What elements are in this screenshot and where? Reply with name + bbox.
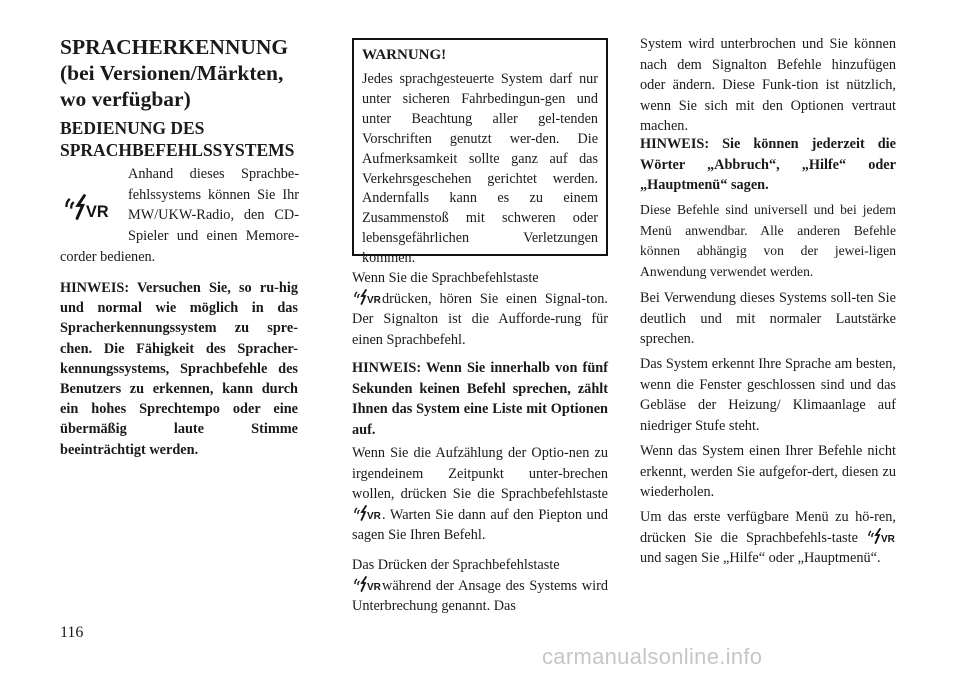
warning-text: Jedes sprachgesteuerte System darf nur unter sicheren Fahrbedingun-gen und unter Beachtung aller gel-tenden Vorschriften genutzt wer-den. Die Aufmerksamkeit sollte ganz auf das Verkehrsgeschehen gerichtet werden. Andernfalls kann es zu einem Zusammenstoß mit schweren oder lebensgefährlichen Verletzungen kommen. (362, 71, 598, 267)
paragraph-3-text-a: Das Drücken der Sprachbefehlstaste (352, 557, 560, 573)
vr-voice-icon (352, 289, 382, 305)
intro-line: Spieler und einen Memore- (128, 227, 299, 244)
note-paragraph: HINWEIS: Wenn Sie innerhalb von fünf Sekunden keinen Befehl sprechen, zählt Ihnen das System eine Liste mit Optionen auf. (352, 360, 608, 438)
paragraph-2 (352, 443, 608, 546)
paragraph-3: Bei Verwendung dieses Systems soll-ten Sie deutlich und mit normaler Lautstärke sprechen. (640, 290, 896, 348)
paragraph-2-text-b: . Warten Sie dann auf den Piepton und sagen Sie Ihren Befehl. (352, 506, 608, 544)
warning-box (352, 38, 608, 267)
paragraph-5: Wenn das System einen Ihrer Befehle nicht erkennt, werden Sie aufgefor-dert, diesen zu wiederholen. (640, 443, 896, 501)
paragraph-3-text-b: während der Ansage des Systems wird Unterbrechung genannt. Das (352, 577, 608, 615)
intro-line: MW/UKW-Radio, den CD- (128, 207, 299, 224)
section-title-line-3: wo verfügbar) (60, 87, 191, 111)
paragraph-4: Das System erkennt Ihre Sprache am besten, wenn die Fenster geschlossen sind und das Gebläse der Heizung/ Klimaanlage auf niedriger Stufe steht. (640, 356, 896, 434)
note-paragraph: HINWEIS: Sie können jederzeit die Wörter „Abbruch“, „Hilfe“ oder „Hauptmenü“ sagen. (640, 136, 896, 194)
intro-line: fehlssystems können Sie Ihr (128, 186, 299, 203)
page-number: 116 (60, 624, 84, 641)
watermark: carmanualsonline.info (542, 644, 763, 669)
section-title-line-2: (bei Versionen/Märkten, (60, 61, 284, 85)
paragraph-1-text-b: drücken, hören Sie einen Signal-ton. Der Signalton ist die Aufforde-rung für einen Sprachbefehl. (352, 290, 608, 348)
vr-voice-icon (866, 528, 896, 544)
paragraph-6-text-a: Um das erste verfügbare Menü zu hö-ren, drücken Sie die Sprachbefehls-taste (640, 509, 896, 546)
vr-voice-icon (60, 194, 112, 220)
note-paragraph: HINWEIS: Versuchen Sie, so ru-hig und normal wie möglich in das Spracherkennungssystem zu spre-chen. Die Fähigkeit des Spracher-kennungssystems, Sprachbefehle des Benutzers zu erkennen, kann durch ein hohes Sprechtempo oder eine übermäßig laute Stimme beeinträchtigt werden. (60, 280, 298, 458)
paragraph-6 (640, 507, 896, 569)
paragraph-6-text-b: und sagen Sie „Hilfe“ oder „Hauptmenü“. (640, 550, 881, 567)
paragraph-1 (352, 268, 608, 350)
paragraph-1: System wird unterbrochen und Sie können nach dem Signalton Befehle hinzufügen oder ändern. Diese Funk-tion ist nützlich, wenn Sie sich mit den Optionen vertraut machen. (640, 36, 896, 135)
vr-voice-icon (352, 576, 382, 592)
section-title-line-1: SPRACHERKENNUNG (60, 35, 289, 59)
paragraph-2-text-a: Wenn Sie die Aufzählung der Optio-nen zu irgendeinem Zeitpunkt unter-brechen wollen, drücken Sie die Sprachbefehlstaste (352, 445, 608, 503)
paragraph-1-text-a: Wenn Sie die Sprachbefehlstaste (352, 270, 539, 286)
paragraph-3 (352, 555, 608, 617)
intro-tail: corder bedienen. (60, 249, 156, 265)
intro-line: Anhand dieses Sprachbe- (128, 166, 299, 182)
intro-text (128, 164, 299, 246)
vr-voice-icon (352, 505, 382, 521)
subsection-title-line-2: SPRACHBEFEHLSSYSTEMS (60, 140, 295, 160)
warning-title: WARNUNG! (362, 47, 447, 63)
subsection-title-line-1: BEDIENUNG DES (60, 118, 205, 138)
paragraph-2: Diese Befehle sind universell und bei jedem Menü anwendbar. Alle anderen Befehle können abhängig von der jewei-ligen Anwendung verwendet werden. (640, 202, 896, 279)
